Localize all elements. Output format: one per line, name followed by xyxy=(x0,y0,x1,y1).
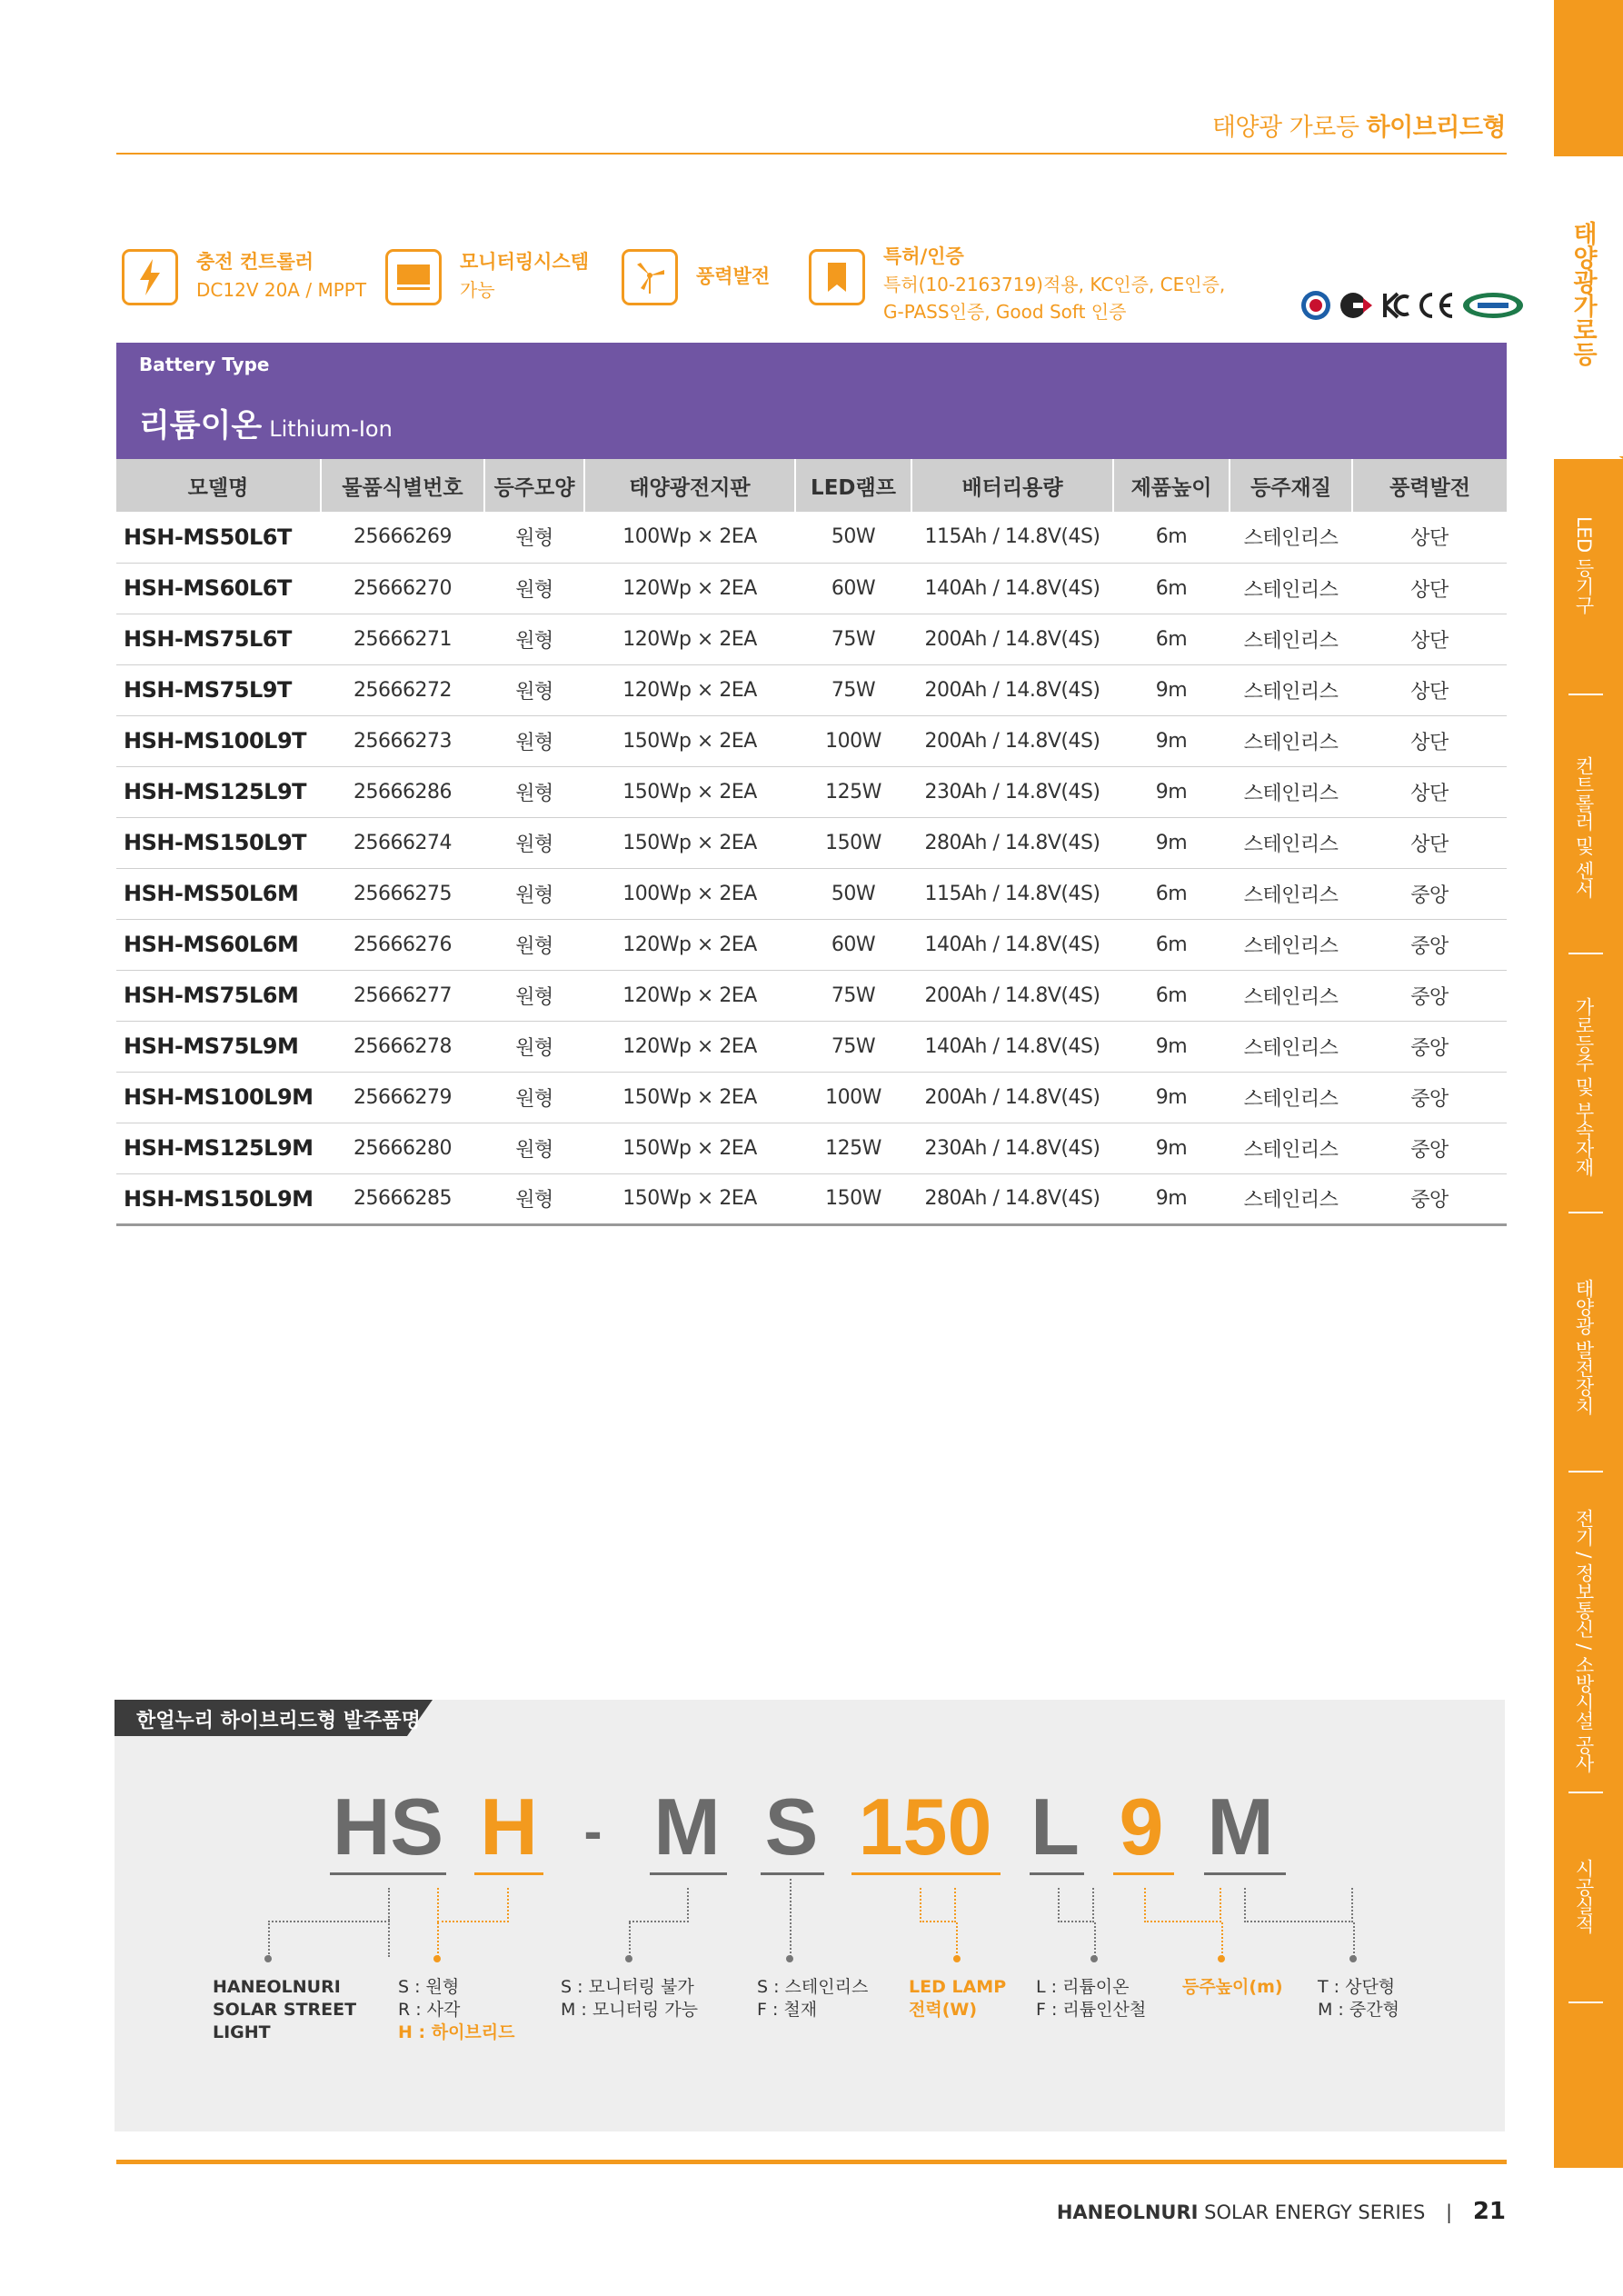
model-name-cell: HSH-MS150L9T xyxy=(116,817,321,868)
table-cell: 스테인리스 xyxy=(1230,1072,1352,1123)
table-cell: 원형 xyxy=(484,1123,584,1173)
column-header: 제품높이 xyxy=(1113,459,1230,512)
column-header: 등주재질 xyxy=(1230,459,1352,512)
certification-logos xyxy=(1299,289,1525,322)
table-cell: 280Ah / 14.8V(4S) xyxy=(911,1173,1113,1224)
code-underline xyxy=(1204,1872,1286,1875)
table-cell: 6m xyxy=(1113,512,1230,563)
footer-divider xyxy=(116,2160,1507,2164)
table-cell: 중앙 xyxy=(1352,919,1507,970)
table-cell: 25666269 xyxy=(321,512,484,563)
table-row xyxy=(116,817,1507,868)
model-name-cell: HSH-MS60L6M xyxy=(116,919,321,970)
code-segment-h: H xyxy=(480,1782,538,1872)
feature-title: 풍력발전 xyxy=(696,265,771,287)
sidebar-item-controller-sensor[interactable]: 컨트롤러 및 센서 xyxy=(1573,756,1595,898)
bookmark-icon xyxy=(809,249,865,305)
ce-mark-icon xyxy=(1416,291,1456,320)
legend-line: T : 상단형 xyxy=(1318,1977,1396,1997)
table-cell: 스테인리스 xyxy=(1230,614,1352,664)
feature-subtitle: DC12V 20A / MPPT xyxy=(196,279,367,301)
table-cell: 원형 xyxy=(484,970,584,1021)
model-name-cell: HSH-MS75L9M xyxy=(116,1021,321,1072)
leader-line xyxy=(437,1922,439,1957)
code-underline xyxy=(851,1872,1001,1875)
table-row xyxy=(116,563,1507,614)
table-cell: 상단 xyxy=(1352,563,1507,614)
table-cell: 원형 xyxy=(484,817,584,868)
legend-line: F : 철재 xyxy=(757,2000,818,2020)
code-underline xyxy=(1113,1872,1174,1875)
legend-line: LIGHT xyxy=(213,2022,271,2042)
table-cell: 25666276 xyxy=(321,919,484,970)
table-cell: 스테인리스 xyxy=(1230,563,1352,614)
table-cell: 6m xyxy=(1113,563,1230,614)
table-cell: 스테인리스 xyxy=(1230,817,1352,868)
table-cell: 140Ah / 14.8V(4S) xyxy=(911,1021,1113,1072)
leader-line xyxy=(268,1921,390,1957)
table-row xyxy=(116,512,1507,563)
page-number: 21 xyxy=(1472,2198,1506,2225)
leader-line xyxy=(1094,1922,1096,1957)
table-body xyxy=(116,512,1507,1224)
table-row xyxy=(116,715,1507,766)
sidebar-separator xyxy=(1568,953,1603,954)
table-cell: 140Ah / 14.8V(4S) xyxy=(911,919,1113,970)
table-cell: 150Wp × 2EA xyxy=(584,1173,795,1224)
battery-type-banner xyxy=(116,343,1507,459)
table-cell: 원형 xyxy=(484,563,584,614)
table-cell: 120Wp × 2EA xyxy=(584,919,795,970)
sidebar-item-pole-parts[interactable]: 가로등주 및 부속자재 xyxy=(1573,997,1595,1176)
table-cell: 중앙 xyxy=(1352,970,1507,1021)
sidebar-item-solar-street-light[interactable]: 태양광가로등 xyxy=(1568,221,1597,365)
table-cell: 9m xyxy=(1113,1072,1230,1123)
legend-line: M : 중간형 xyxy=(1318,2000,1399,2020)
table-row xyxy=(116,868,1507,919)
model-name-cell: HSH-MS150L9M xyxy=(116,1173,321,1224)
table-cell: 9m xyxy=(1113,1021,1230,1072)
leader-dot xyxy=(786,1955,793,1962)
leader-dot xyxy=(625,1955,632,1962)
column-header: 등주모양 xyxy=(484,459,584,512)
code-underline xyxy=(1030,1872,1084,1875)
model-name-cell: HSH-MS75L6T xyxy=(116,614,321,664)
legend-line: SOLAR STREET xyxy=(213,2000,357,2020)
table-cell: 60W xyxy=(795,919,911,970)
table-cell: 50W xyxy=(795,512,911,563)
table-cell: 원형 xyxy=(484,715,584,766)
table-cell: 25666272 xyxy=(321,664,484,715)
table-cell: 25666285 xyxy=(321,1173,484,1224)
feature-title: 모니터링시스템 xyxy=(460,251,590,273)
table-cell: 중앙 xyxy=(1352,1123,1507,1173)
table-cell: 125W xyxy=(795,1123,911,1173)
model-name-cell: HSH-MS75L6M xyxy=(116,970,321,1021)
table-cell: 상단 xyxy=(1352,766,1507,817)
header-divider xyxy=(116,153,1507,155)
table-cell: 6m xyxy=(1113,970,1230,1021)
table-cell: 25666279 xyxy=(321,1072,484,1123)
table-cell: 중앙 xyxy=(1352,1072,1507,1123)
leader-line xyxy=(629,1888,689,1922)
table-cell: 상단 xyxy=(1352,817,1507,868)
table-cell: 25666280 xyxy=(321,1123,484,1173)
battery-type-main: 리튬이온 xyxy=(139,408,263,444)
model-name-cell: HSH-MS100L9T xyxy=(116,715,321,766)
table-cell: 스테인리스 xyxy=(1230,919,1352,970)
table-cell: 스테인리스 xyxy=(1230,868,1352,919)
table-cell: 75W xyxy=(795,970,911,1021)
sidebar-item-construction[interactable]: 전기 / 정보통신 / 소방시설 공사 xyxy=(1573,1509,1595,1773)
table-cell: 100W xyxy=(795,1072,911,1123)
table-cell: 25666286 xyxy=(321,766,484,817)
battery-type-name xyxy=(139,401,393,446)
legend-line: S : 모니터링 불가 xyxy=(561,1977,694,1997)
leader-dot xyxy=(264,1955,272,1962)
table-cell: 원형 xyxy=(484,614,584,664)
table-cell: 상단 xyxy=(1352,664,1507,715)
table-cell: 9m xyxy=(1113,766,1230,817)
table-cell: 스테인리스 xyxy=(1230,766,1352,817)
legend-line: L : 리튬이온 xyxy=(1036,1977,1130,1997)
table-cell: 원형 xyxy=(484,1173,584,1224)
leader-line xyxy=(1144,1888,1221,1922)
product-spec-table xyxy=(116,459,1507,1226)
table-cell: 120Wp × 2EA xyxy=(584,664,795,715)
table-cell: 스테인리스 xyxy=(1230,1021,1352,1072)
leader-dot xyxy=(1218,1955,1225,1962)
sidebar-separator xyxy=(1568,694,1603,695)
table-cell: 원형 xyxy=(484,1072,584,1123)
table-cell: 230Ah / 14.8V(4S) xyxy=(911,1123,1113,1173)
table-cell: 25666277 xyxy=(321,970,484,1021)
kc-mark-icon xyxy=(1379,291,1410,320)
table-row xyxy=(116,970,1507,1021)
code-underline xyxy=(761,1872,824,1875)
table-cell: 스테인리스 xyxy=(1230,1123,1352,1173)
table-cell: 9m xyxy=(1113,817,1230,868)
table-cell: 100W xyxy=(795,715,911,766)
table-row xyxy=(116,1173,1507,1224)
table-cell: 25666278 xyxy=(321,1021,484,1072)
table-cell: 140Ah / 14.8V(4S) xyxy=(911,563,1113,614)
table-cell: 9m xyxy=(1113,715,1230,766)
feature-title: 충전 컨트롤러 xyxy=(196,251,314,273)
legend-line: M : 모니터링 가능 xyxy=(561,2000,699,2020)
code-segment-dash: - xyxy=(583,1801,602,1862)
column-header: 태양광전지판 xyxy=(584,459,795,512)
leader-line xyxy=(920,1888,956,1922)
table-cell: 25666273 xyxy=(321,715,484,766)
sidebar-separator xyxy=(1568,1792,1603,1793)
column-header: 배터리용량 xyxy=(911,459,1113,512)
table-cell: 원형 xyxy=(484,868,584,919)
table-cell: 25666275 xyxy=(321,868,484,919)
model-name-cell: HSH-MS50L6T xyxy=(116,512,321,563)
table-cell: 25666270 xyxy=(321,563,484,614)
table-cell: 스테인리스 xyxy=(1230,970,1352,1021)
table-cell: 스테인리스 xyxy=(1230,1173,1352,1224)
table-cell: 150Wp × 2EA xyxy=(584,817,795,868)
table-cell: 200Ah / 14.8V(4S) xyxy=(911,614,1113,664)
table-cell: 중앙 xyxy=(1352,1173,1507,1224)
table-cell: 75W xyxy=(795,614,911,664)
table-cell: 원형 xyxy=(484,512,584,563)
legend-wind-position xyxy=(1318,1976,1399,2021)
legend-pole-height xyxy=(1182,1976,1283,1999)
leader-line xyxy=(790,1879,792,1957)
footer-series-rest: SOLAR ENERGY SERIES xyxy=(1204,2201,1426,2223)
legend-line: F : 리튬인산철 xyxy=(1036,2000,1147,2020)
legend-pole-material xyxy=(757,1976,868,2021)
table-cell: 125W xyxy=(795,766,911,817)
table-cell: 6m xyxy=(1113,614,1230,664)
legend-line: S : 스테인리스 xyxy=(757,1977,869,1997)
table-cell: 120Wp × 2EA xyxy=(584,614,795,664)
code-segment-l: L xyxy=(1031,1782,1080,1872)
table-cell: 120Wp × 2EA xyxy=(584,563,795,614)
page-header-title xyxy=(1212,107,1506,143)
table-cell: 상단 xyxy=(1352,614,1507,664)
table-cell: 75W xyxy=(795,1021,911,1072)
table-cell: 120Wp × 2EA xyxy=(584,1021,795,1072)
column-header: 물품식별번호 xyxy=(321,459,484,512)
table-cell: 150Wp × 2EA xyxy=(584,766,795,817)
model-name-cell: HSH-MS125L9T xyxy=(116,766,321,817)
table-cell: 150W xyxy=(795,1173,911,1224)
table-cell: 9m xyxy=(1113,1173,1230,1224)
legend-line: 전력(W) xyxy=(909,2000,978,2020)
table-cell: 200Ah / 14.8V(4S) xyxy=(911,715,1113,766)
good-software-logo-icon xyxy=(1461,291,1525,320)
code-underline xyxy=(650,1872,727,1875)
monitor-icon xyxy=(385,249,442,305)
legend-monitoring xyxy=(561,1976,698,2021)
feature-title: 특허/인증 xyxy=(883,245,964,267)
table-cell: 150Wp × 2EA xyxy=(584,715,795,766)
table-cell: 원형 xyxy=(484,766,584,817)
table-cell: 25666274 xyxy=(321,817,484,868)
table-cell: 9m xyxy=(1113,664,1230,715)
code-underline xyxy=(474,1872,543,1875)
sidebar-item-portfolio[interactable]: 시공실적 xyxy=(1573,1859,1595,1933)
table-row xyxy=(116,1123,1507,1173)
table-row xyxy=(116,919,1507,970)
header-title-strong: 하이브리드형 xyxy=(1366,114,1506,142)
leader-line xyxy=(1058,1888,1094,1922)
table-cell: 6m xyxy=(1113,919,1230,970)
footer xyxy=(1057,2198,1506,2225)
table-cell: 200Ah / 14.8V(4S) xyxy=(911,970,1113,1021)
table-cell: 스테인리스 xyxy=(1230,715,1352,766)
leader-line xyxy=(629,1922,631,1957)
table-cell: 150Wp × 2EA xyxy=(584,1072,795,1123)
table-cell: 115Ah / 14.8V(4S) xyxy=(911,512,1113,563)
table-cell: 230Ah / 14.8V(4S) xyxy=(911,766,1113,817)
table-cell: 원형 xyxy=(484,919,584,970)
table-header-row xyxy=(116,459,1507,512)
legend-line: R : 사각 xyxy=(398,2000,461,2020)
code-segment-hs: HS xyxy=(332,1782,444,1872)
table-cell: 9m xyxy=(1113,1123,1230,1173)
sidebar-item-solar-generator[interactable]: 태양광 발전장치 xyxy=(1573,1279,1595,1415)
table-cell: 원형 xyxy=(484,1021,584,1072)
code-segment-150: 150 xyxy=(858,1782,992,1872)
footer-separator: | xyxy=(1446,2201,1453,2223)
leader-line xyxy=(437,1888,509,1922)
sidebar-separator xyxy=(1568,1212,1603,1213)
table-row xyxy=(116,766,1507,817)
table-cell: 280Ah / 14.8V(4S) xyxy=(911,817,1113,868)
table-cell: 120Wp × 2EA xyxy=(584,970,795,1021)
table-cell: 100Wp × 2EA xyxy=(584,512,795,563)
sidebar-active-notch xyxy=(1554,414,1623,459)
feature-subtitle: 가능 xyxy=(460,279,495,301)
gpass-logo-icon xyxy=(1338,291,1374,320)
certification-seal-icon xyxy=(1299,291,1332,320)
table-row xyxy=(116,1021,1507,1072)
table-cell: 50W xyxy=(795,868,911,919)
leader-dot xyxy=(1090,1955,1098,1962)
table-row xyxy=(116,1072,1507,1123)
table-row xyxy=(116,664,1507,715)
code-underline xyxy=(330,1872,446,1875)
table-cell: 200Ah / 14.8V(4S) xyxy=(911,664,1113,715)
code-segment-m2: M xyxy=(1207,1782,1274,1872)
code-segment-9: 9 xyxy=(1119,1782,1164,1872)
table-cell: 150Wp × 2EA xyxy=(584,1123,795,1173)
table-cell: 중앙 xyxy=(1352,1021,1507,1072)
feature-subtitle-2: G-PASS인증, Good Soft 인증 xyxy=(883,301,1127,323)
table-cell: 115Ah / 14.8V(4S) xyxy=(911,868,1113,919)
table-cell: 중앙 xyxy=(1352,868,1507,919)
lightning-icon xyxy=(122,249,178,305)
feature-subtitle: 특허(10-2163719)적용, KC인증, CE인증, xyxy=(883,274,1226,295)
table-cell: 6m xyxy=(1113,868,1230,919)
table-cell: 25666271 xyxy=(321,614,484,664)
sidebar-item-led-fixture[interactable]: LED 등기구 xyxy=(1573,516,1595,614)
legend-line: S : 원형 xyxy=(398,1977,460,1997)
leader-line xyxy=(268,1888,390,1921)
sidebar-separator xyxy=(1568,1471,1603,1472)
model-name-cell: HSH-MS60L6T xyxy=(116,563,321,614)
legend-battery xyxy=(1036,1976,1146,2021)
table-cell: 150W xyxy=(795,817,911,868)
leader-dot xyxy=(953,1955,961,1962)
legend-pole-shape xyxy=(398,1976,515,2044)
sidebar-separator xyxy=(1568,2002,1603,2003)
battery-type-sub: Lithium-Ion xyxy=(269,416,393,442)
legend-led-power xyxy=(909,1976,1006,2021)
column-header: 풍력발전 xyxy=(1352,459,1507,512)
battery-type-label: Battery Type xyxy=(139,354,270,375)
code-segment-m1: M xyxy=(653,1782,721,1872)
model-name-cell: HSH-MS50L6M xyxy=(116,868,321,919)
leader-line xyxy=(1353,1922,1355,1957)
table-cell: 60W xyxy=(795,563,911,614)
code-segment-s: S xyxy=(764,1782,819,1872)
footer-series-strong: HANEOLNURI xyxy=(1056,2201,1199,2223)
model-name-cell: HSH-MS100L9M xyxy=(116,1072,321,1123)
model-name-cell: HSH-MS75L9T xyxy=(116,664,321,715)
leader-dot xyxy=(433,1955,441,1962)
table-cell: 상단 xyxy=(1352,512,1507,563)
wind-turbine-icon xyxy=(622,249,678,305)
legend-line: 등주높이(m) xyxy=(1182,1977,1283,1997)
legend-line-highlight: H : 하이브리드 xyxy=(398,2022,515,2042)
table-row xyxy=(116,614,1507,664)
column-header: LED램프 xyxy=(795,459,911,512)
table-cell: 200Ah / 14.8V(4S) xyxy=(911,1072,1113,1123)
order-code-title: 한얼누리 하이브리드형 발주품명 xyxy=(136,1710,421,1732)
table-cell: 스테인리스 xyxy=(1230,664,1352,715)
table-cell: 상단 xyxy=(1352,715,1507,766)
leader-line xyxy=(1244,1888,1353,1922)
table-cell: 75W xyxy=(795,664,911,715)
column-header: 모델명 xyxy=(116,459,321,512)
legend-brand xyxy=(213,1976,356,2044)
model-name-cell: HSH-MS125L9M xyxy=(116,1123,321,1173)
leader-dot xyxy=(1349,1955,1357,1962)
legend-line: LED LAMP xyxy=(909,1977,1007,1997)
table-cell: 원형 xyxy=(484,664,584,715)
table-cell: 스테인리스 xyxy=(1230,512,1352,563)
table-cell: 100Wp × 2EA xyxy=(584,868,795,919)
leader-line xyxy=(956,1922,958,1957)
leader-line xyxy=(1221,1922,1223,1957)
header-title-prefix: 태양광 가로등 xyxy=(1211,114,1359,142)
legend-line: HANEOLNURI xyxy=(213,1977,341,1997)
